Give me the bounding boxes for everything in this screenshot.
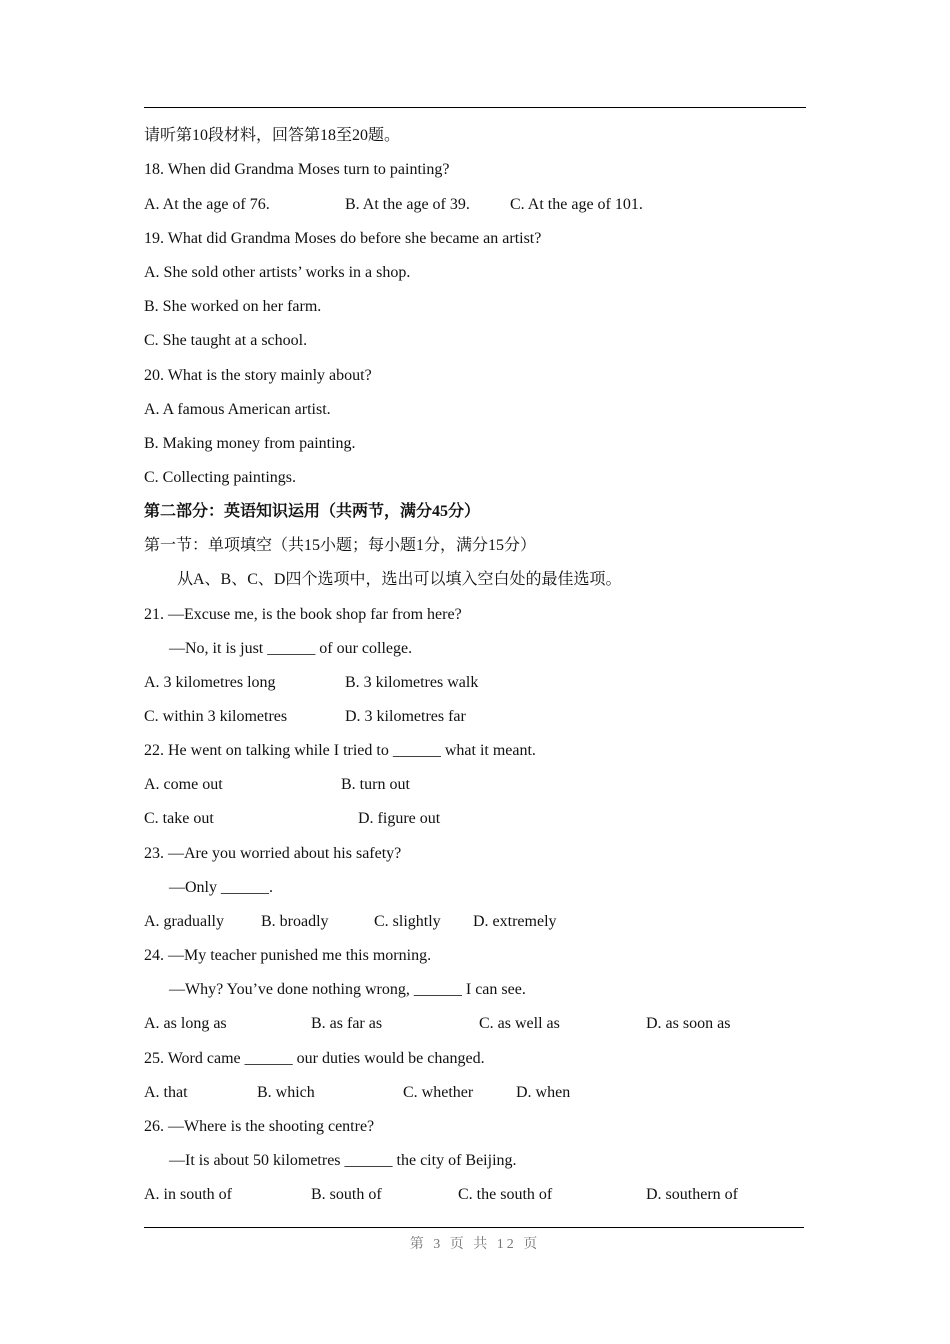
question-20-option-b: B. Making money from painting. (144, 435, 356, 452)
option-b: B. which (257, 1084, 315, 1101)
question-19-option-c: C. She taught at a school. (144, 332, 308, 349)
question-26-reply: —It is about 50 kilometres ______ the city of Beijing. (169, 1152, 517, 1169)
footer-rule (144, 1227, 804, 1228)
option-c: C. as well as (479, 1015, 560, 1032)
section-instruction: 从A、B、C、D四个选项中，选出可以填入空白处的最佳选项。 (177, 571, 622, 588)
option-a: A. 3 kilometres long (144, 674, 276, 691)
question-20-option-a: A. A famous American artist. (144, 401, 331, 418)
question-18-stem: 18. When did Grandma Moses turn to painting? (144, 161, 450, 178)
question-22-stem: 22. He went on talking while I tried to ______ what it meant. (144, 742, 536, 759)
question-20-option-c: C. Collecting paintings. (144, 469, 296, 486)
option-b: B. broadly (261, 913, 329, 930)
option-a: A. in south of (144, 1186, 232, 1203)
option-c: C. slightly (374, 913, 441, 930)
option-c: C. At the age of 101. (510, 196, 643, 213)
option-a: A. gradually (144, 913, 224, 930)
question-19-option-b: B. She worked on her farm. (144, 298, 322, 315)
part-two-title: 第二部分：英语知识运用（共两节，满分45分） (144, 503, 481, 520)
section-one-title: 第一节：单项填空（共15小题；每小题1分，满分15分） (144, 537, 537, 554)
option-b: B. 3 kilometres walk (345, 674, 479, 691)
option-a: A. At the age of 76. (144, 196, 270, 213)
option-b: B. At the age of 39. (345, 196, 470, 213)
page-number: 第 3 页 共 12 页 (409, 1237, 541, 1252)
option-d: D. southern of (646, 1186, 738, 1203)
question-21-stem: 21. —Excuse me, is the book shop far from here? (144, 606, 462, 623)
question-24-stem: 24. —My teacher punished me this morning. (144, 947, 432, 964)
question-20-stem: 20. What is the story mainly about? (144, 367, 372, 384)
option-d: D. extremely (473, 913, 557, 930)
question-23-stem: 23. —Are you worried about his safety? (144, 845, 402, 862)
option-a: A. as long as (144, 1015, 227, 1032)
question-25-stem: 25. Word came ______ our duties would be changed. (144, 1050, 485, 1067)
listening-intro: 请听第10段材料，回答第18至20题。 (144, 127, 401, 144)
option-d: D. 3 kilometres far (345, 708, 466, 725)
option-d: D. as soon as (646, 1015, 731, 1032)
option-a: A. come out (144, 776, 223, 793)
question-26-stem: 26. —Where is the shooting centre? (144, 1118, 375, 1135)
question-24-reply: —Why? You’ve done nothing wrong, ______ I can see. (169, 981, 526, 998)
option-d: D. when (516, 1084, 571, 1101)
question-21-reply: —No, it is just ______ of our college. (169, 640, 413, 657)
option-a: A. that (144, 1084, 188, 1101)
option-b: B. as far as (311, 1015, 383, 1032)
option-c: C. the south of (458, 1186, 553, 1203)
option-c: C. whether (403, 1084, 474, 1101)
option-b: B. south of (311, 1186, 382, 1203)
header-rule (144, 107, 806, 108)
option-b: B. turn out (341, 776, 410, 793)
question-19-stem: 19. What did Grandma Moses do before she became an artist? (144, 230, 542, 247)
question-19-option-a: A. She sold other artists’ works in a shop. (144, 264, 411, 281)
option-d: D. figure out (358, 810, 441, 827)
option-c: C. take out (144, 810, 214, 827)
question-23-reply: —Only ______. (169, 879, 273, 896)
option-c: C. within 3 kilometres (144, 708, 288, 725)
